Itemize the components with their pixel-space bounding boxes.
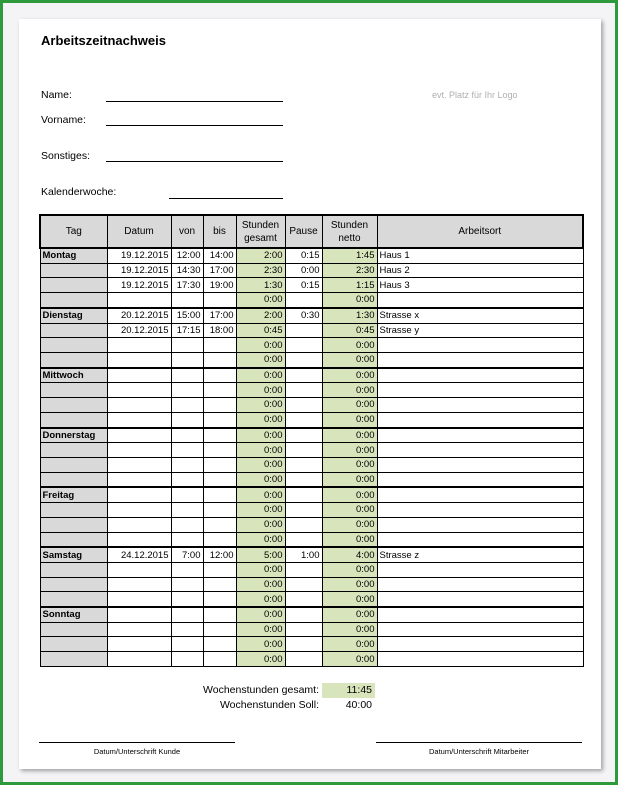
cell-arbeitsort[interactable] [377,622,583,637]
cell-stunden-gesamt[interactable]: 2:00 [236,308,285,323]
day-cell [40,532,107,547]
cell-von[interactable]: 12:00 [171,248,203,263]
cell-stunden-gesamt[interactable]: 2:00 [236,248,285,263]
cell-stunden-gesamt[interactable]: 0:00 [236,412,285,427]
kalenderwoche-label: Kalenderwoche: [41,186,117,198]
cell-bis[interactable]: 12:00 [203,547,236,562]
cell-bis[interactable] [203,607,236,622]
cell-pause[interactable] [285,487,322,502]
signature-line-kunde[interactable] [39,742,235,743]
cell-datum[interactable] [107,503,171,518]
cell-bis[interactable]: 19:00 [203,278,236,293]
cell-arbeitsort[interactable] [377,368,583,383]
cell-bis[interactable] [203,487,236,502]
cell-pause[interactable] [285,503,322,518]
table-row [40,323,583,338]
cell-stunden-netto[interactable]: 1:15 [322,278,377,293]
cell-stunden-gesamt[interactable]: 0:00 [236,577,285,592]
table-row [40,637,583,652]
cell-bis[interactable] [203,368,236,383]
cell-datum[interactable] [107,637,171,652]
day-label: Mittwoch [40,368,107,383]
cell-bis[interactable] [203,622,236,637]
table-row [40,487,583,502]
cell-pause[interactable] [285,368,322,383]
cell-arbeitsort[interactable] [377,293,583,308]
signature-caption-mitarbeiter: Datum/Unterschrift Mitarbeiter [428,747,530,756]
day-cell [40,412,107,427]
kalenderwoche-field-line[interactable] [169,198,283,199]
table-row [40,577,583,592]
cell-von[interactable] [171,532,203,547]
cell-stunden-gesamt[interactable]: 0:00 [236,383,285,398]
cell-bis[interactable] [203,562,236,577]
cell-von[interactable] [171,368,203,383]
cell-von[interactable] [171,472,203,487]
cell-bis[interactable] [203,428,236,443]
name-label: Name: [41,89,72,101]
cell-stunden-gesamt[interactable]: 0:00 [236,338,285,353]
cell-pause[interactable] [285,412,322,427]
cell-bis[interactable]: 18:00 [203,323,236,338]
vorname-label: Vorname: [41,114,86,126]
cell-bis[interactable] [203,352,236,367]
cell-arbeitsort[interactable] [377,562,583,577]
cell-von[interactable] [171,487,203,502]
cell-stunden-gesamt[interactable]: 0:00 [236,652,285,667]
cell-datum[interactable] [107,412,171,427]
cell-stunden-netto[interactable]: 1:45 [322,248,377,263]
cell-bis[interactable] [203,338,236,353]
day-label: Samstag [40,547,107,562]
cell-von[interactable] [171,637,203,652]
cell-stunden-netto[interactable]: 0:00 [322,622,377,637]
cell-pause[interactable]: 0:00 [285,263,322,278]
cell-arbeitsort[interactable]: Haus 2 [377,263,583,278]
cell-datum[interactable] [107,428,171,443]
table-row [40,622,583,637]
cell-stunden-gesamt[interactable]: 0:00 [236,293,285,308]
cell-datum[interactable] [107,472,171,487]
day-cell [40,622,107,637]
cell-stunden-gesamt[interactable]: 0:00 [236,443,285,458]
cell-arbeitsort[interactable]: Strasse z [377,547,583,562]
day-cell [40,472,107,487]
table-row [40,383,583,398]
cell-stunden-netto[interactable]: 0:00 [322,577,377,592]
table-row [40,308,583,323]
table-row [40,547,583,562]
cell-bis[interactable] [203,383,236,398]
cell-pause[interactable]: 0:15 [285,278,322,293]
table-row [40,532,583,547]
col-bis: bis [203,215,236,248]
cell-von[interactable] [171,443,203,458]
cell-von[interactable] [171,352,203,367]
cell-datum[interactable] [107,622,171,637]
day-cell [40,562,107,577]
cell-arbeitsort[interactable]: Haus 3 [377,278,583,293]
cell-datum[interactable]: 24.12.2015 [107,547,171,562]
cell-arbeitsort[interactable] [377,592,583,607]
col-arbeitsort: Arbeitsort [377,215,583,248]
day-cell [40,398,107,413]
cell-pause[interactable] [285,323,322,338]
cell-pause[interactable] [285,592,322,607]
cell-arbeitsort[interactable] [377,607,583,622]
cell-stunden-netto[interactable]: 0:00 [322,412,377,427]
cell-arbeitsort[interactable]: Haus 1 [377,248,583,263]
cell-stunden-gesamt[interactable]: 1:30 [236,278,285,293]
cell-stunden-gesamt[interactable]: 0:00 [236,472,285,487]
cell-von[interactable] [171,577,203,592]
cell-pause[interactable] [285,428,322,443]
cell-stunden-gesamt[interactable]: 0:00 [236,637,285,652]
cell-von[interactable] [171,338,203,353]
cell-datum[interactable] [107,352,171,367]
day-cell [40,592,107,607]
cell-datum[interactable] [107,562,171,577]
cell-datum[interactable] [107,338,171,353]
cell-bis[interactable]: 17:00 [203,263,236,278]
cell-bis[interactable]: 14:00 [203,248,236,263]
cell-datum[interactable] [107,532,171,547]
cell-stunden-netto[interactable]: 0:00 [322,532,377,547]
day-cell [40,278,107,293]
cell-datum[interactable]: 19.12.2015 [107,278,171,293]
cell-stunden-gesamt[interactable]: 0:00 [236,517,285,532]
cell-von[interactable] [171,592,203,607]
cell-stunden-netto[interactable]: 0:00 [322,517,377,532]
cell-datum[interactable]: 20.12.2015 [107,308,171,323]
table-header-row [40,215,583,248]
cell-arbeitsort[interactable] [377,338,583,353]
cell-stunden-netto[interactable]: 0:00 [322,293,377,308]
wochenstunden-gesamt-label: Wochenstunden gesamt: [203,684,319,696]
col-pause: Pause [285,215,322,248]
cell-von[interactable] [171,383,203,398]
col-stunden-netto-l2: netto [338,232,361,244]
cell-arbeitsort[interactable] [377,457,583,472]
cell-bis[interactable] [203,398,236,413]
cell-von[interactable] [171,457,203,472]
cell-bis[interactable] [203,532,236,547]
table-row [40,352,583,367]
logo-placeholder: evt. Platz für Ihr Logo [432,90,518,100]
signature-caption-kunde: Datum/Unterschrift Kunde [93,747,181,756]
cell-pause[interactable] [285,352,322,367]
cell-arbeitsort[interactable] [377,472,583,487]
cell-datum[interactable] [107,457,171,472]
table-row [40,472,583,487]
table-row [40,278,583,293]
cell-stunden-netto[interactable]: 2:30 [322,263,377,278]
cell-stunden-netto[interactable]: 0:00 [322,368,377,383]
cell-von[interactable]: 17:30 [171,278,203,293]
cell-datum[interactable] [107,443,171,458]
day-cell [40,457,107,472]
cell-stunden-gesamt[interactable]: 0:00 [236,428,285,443]
cell-stunden-netto[interactable]: 0:00 [322,652,377,667]
cell-stunden-gesamt[interactable]: 0:00 [236,457,285,472]
cell-stunden-netto[interactable]: 0:00 [322,503,377,518]
col-stunden-netto-l1: Stunden [330,219,369,231]
cell-arbeitsort[interactable] [377,532,583,547]
cell-datum[interactable]: 20.12.2015 [107,323,171,338]
table-row [40,263,583,278]
cell-pause[interactable] [285,472,322,487]
cell-stunden-gesamt[interactable]: 0:00 [236,562,285,577]
day-cell [40,637,107,652]
cell-von[interactable] [171,398,203,413]
day-label: Donnerstag [40,428,107,443]
wochenstunden-soll-label: Wochenstunden Soll: [219,699,319,711]
cell-datum[interactable] [107,607,171,622]
cell-arbeitsort[interactable] [377,383,583,398]
cell-von[interactable]: 15:00 [171,308,203,323]
table-row [40,428,583,443]
cell-von[interactable]: 7:00 [171,547,203,562]
day-label: Dienstag [40,308,107,323]
day-cell [40,293,107,308]
cell-datum[interactable] [107,517,171,532]
cell-bis[interactable] [203,637,236,652]
cell-stunden-netto[interactable]: 0:00 [322,607,377,622]
cell-von[interactable] [171,503,203,518]
cell-stunden-netto[interactable]: 0:00 [322,398,377,413]
cell-stunden-netto[interactable]: 0:00 [322,487,377,502]
day-cell [40,323,107,338]
cell-arbeitsort[interactable] [377,517,583,532]
sonstiges-label: Sonstiges: [41,150,91,162]
cell-stunden-gesamt[interactable]: 0:45 [236,323,285,338]
cell-von[interactable] [171,607,203,622]
cell-stunden-gesamt[interactable]: 0:00 [236,368,285,383]
cell-bis[interactable]: 17:00 [203,308,236,323]
cell-arbeitsort[interactable]: Strasse x [377,308,583,323]
cell-pause[interactable] [285,457,322,472]
cell-pause[interactable] [285,443,322,458]
cell-bis[interactable] [203,472,236,487]
col-stunden-netto [322,215,377,248]
cell-arbeitsort[interactable]: Strasse y [377,323,583,338]
day-label: Sonntag [40,607,107,622]
cell-arbeitsort[interactable] [377,398,583,413]
col-stunden-gesamt [236,215,285,248]
cell-arbeitsort[interactable] [377,352,583,367]
table-body [40,248,583,667]
cell-pause[interactable] [285,607,322,622]
cell-stunden-netto[interactable]: 0:00 [322,352,377,367]
cell-von[interactable]: 14:30 [171,263,203,278]
day-cell [40,443,107,458]
cell-pause[interactable] [285,532,322,547]
cell-von[interactable]: 17:15 [171,323,203,338]
cell-von[interactable] [171,652,203,667]
document-sheet [19,19,601,769]
cell-bis[interactable] [203,412,236,427]
cell-bis[interactable] [203,577,236,592]
day-cell [40,577,107,592]
cell-von[interactable] [171,293,203,308]
col-stunden-gesamt-l2: gesamt [244,232,277,244]
cell-arbeitsort[interactable] [377,443,583,458]
cell-stunden-netto[interactable]: 0:00 [322,383,377,398]
cell-datum[interactable] [107,652,171,667]
cell-pause[interactable] [285,338,322,353]
cell-datum[interactable] [107,293,171,308]
cell-bis[interactable] [203,503,236,518]
col-tag: Tag [40,215,107,248]
cell-datum[interactable] [107,383,171,398]
wochenstunden-soll-value: 40:00 [345,699,372,711]
cell-stunden-netto[interactable]: 0:00 [322,637,377,652]
table-row [40,457,583,472]
table-row [40,368,583,383]
cell-stunden-netto[interactable]: 0:00 [322,443,377,458]
cell-pause[interactable] [285,577,322,592]
cell-stunden-gesamt[interactable]: 0:00 [236,532,285,547]
table-row [40,293,583,308]
day-cell [40,263,107,278]
cell-stunden-gesamt[interactable]: 2:30 [236,263,285,278]
cell-pause[interactable] [285,562,322,577]
cell-stunden-netto[interactable]: 0:00 [322,457,377,472]
name-field-line[interactable] [106,101,283,102]
cell-von[interactable] [171,562,203,577]
day-cell [40,352,107,367]
table-row [40,517,583,532]
cell-datum[interactable] [107,577,171,592]
cell-pause[interactable] [285,398,322,413]
table-row [40,607,583,622]
cell-datum[interactable] [107,487,171,502]
table-row [40,652,583,667]
cell-pause[interactable] [285,293,322,308]
table-row [40,592,583,607]
cell-stunden-netto[interactable]: 0:00 [322,472,377,487]
cell-pause[interactable] [285,637,322,652]
cell-von[interactable] [171,428,203,443]
sonstiges-field-line[interactable] [106,161,283,162]
cell-stunden-gesamt[interactable]: 0:00 [236,352,285,367]
table-row [40,562,583,577]
cell-stunden-gesamt[interactable]: 0:00 [236,503,285,518]
cell-datum[interactable] [107,592,171,607]
cell-pause[interactable]: 0:30 [285,308,322,323]
cell-pause[interactable]: 1:00 [285,547,322,562]
cell-pause[interactable] [285,652,322,667]
cell-bis[interactable] [203,592,236,607]
day-cell [40,517,107,532]
table-row [40,503,583,518]
cell-stunden-netto[interactable]: 0:45 [322,323,377,338]
cell-pause[interactable] [285,383,322,398]
cell-bis[interactable] [203,457,236,472]
cell-datum[interactable] [107,398,171,413]
cell-von[interactable] [171,622,203,637]
cell-arbeitsort[interactable] [377,487,583,502]
cell-stunden-gesamt[interactable]: 0:00 [236,607,285,622]
cell-arbeitsort[interactable] [377,577,583,592]
table-row [40,338,583,353]
cell-datum[interactable]: 19.12.2015 [107,263,171,278]
day-label: Freitag [40,487,107,502]
cell-pause[interactable]: 0:15 [285,248,322,263]
cell-stunden-netto[interactable]: 4:00 [322,547,377,562]
cell-stunden-netto[interactable]: 1:30 [322,308,377,323]
cell-stunden-gesamt[interactable]: 0:00 [236,398,285,413]
table-row [40,248,583,263]
cell-pause[interactable] [285,622,322,637]
cell-arbeitsort[interactable] [377,637,583,652]
cell-bis[interactable] [203,293,236,308]
cell-von[interactable] [171,517,203,532]
cell-arbeitsort[interactable] [377,428,583,443]
day-cell [40,503,107,518]
day-label: Montag [40,248,107,263]
cell-stunden-gesamt[interactable]: 0:00 [236,487,285,502]
table-row [40,412,583,427]
cell-stunden-netto[interactable]: 0:00 [322,562,377,577]
cell-von[interactable] [171,412,203,427]
cell-bis[interactable] [203,652,236,667]
day-cell [40,338,107,353]
cell-stunden-netto[interactable]: 0:00 [322,338,377,353]
cell-arbeitsort[interactable] [377,503,583,518]
col-stunden-gesamt-l1: Stunden [241,219,280,231]
cell-datum[interactable]: 19.12.2015 [107,248,171,263]
cell-stunden-netto[interactable]: 0:00 [322,592,377,607]
cell-pause[interactable] [285,517,322,532]
col-von: von [171,215,203,248]
time-table [39,214,584,667]
cell-arbeitsort[interactable] [377,412,583,427]
table-row [40,443,583,458]
day-cell [40,383,107,398]
vorname-field-line[interactable] [106,125,283,126]
cell-bis[interactable] [203,517,236,532]
cell-stunden-gesamt[interactable]: 0:00 [236,622,285,637]
cell-bis[interactable] [203,443,236,458]
cell-stunden-netto[interactable]: 0:00 [322,428,377,443]
wochenstunden-gesamt-value: 11:45 [322,683,375,698]
cell-stunden-gesamt[interactable]: 0:00 [236,592,285,607]
cell-datum[interactable] [107,368,171,383]
document-title: Arbeitszeitnachweis [41,33,166,48]
signature-line-mitarbeiter[interactable] [376,742,582,743]
col-datum: Datum [107,215,171,248]
table-row [40,398,583,413]
day-cell [40,652,107,667]
cell-stunden-gesamt[interactable]: 5:00 [236,547,285,562]
cell-arbeitsort[interactable] [377,652,583,667]
